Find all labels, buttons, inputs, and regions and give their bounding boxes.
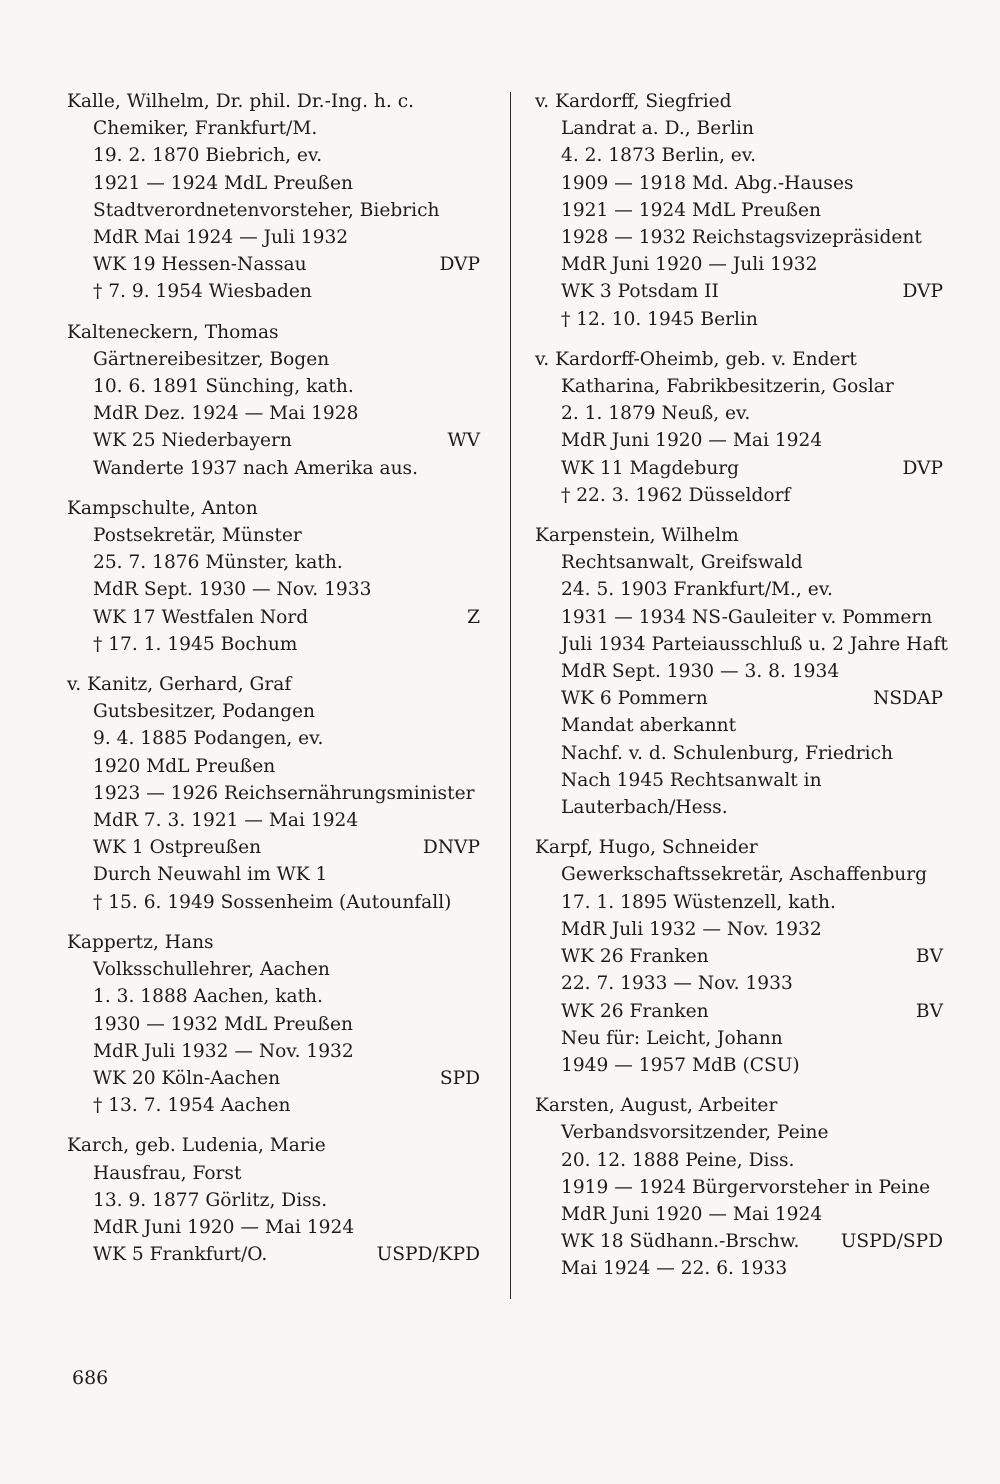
entry-text: Kampschulte, Anton xyxy=(67,497,258,519)
entry-text: MdR 7. 3. 1921 — Mai 1924 xyxy=(93,810,359,832)
entry-detail-line xyxy=(535,400,943,427)
entry-text: Kalteneckern, Thomas xyxy=(67,321,279,343)
right-column xyxy=(535,88,948,1296)
party-tag: BV xyxy=(915,1000,943,1022)
entry-text: † 15. 6. 1949 Sossenheim (Autounfall) xyxy=(93,891,452,913)
party-tag: DVP xyxy=(439,254,480,276)
entry-detail-line xyxy=(535,1147,943,1174)
entry-detail-line xyxy=(67,604,480,631)
entry-text: MdR Mai 1924 — Juli 1932 xyxy=(93,227,349,249)
entry-text: WK 6 Pommern xyxy=(561,688,708,710)
entry-text: MdR Juli 1932 — Nov. 1932 xyxy=(561,918,822,940)
entry-detail-line xyxy=(535,142,943,169)
entry-detail-line xyxy=(535,1052,943,1079)
entry-text: Karch, geb. Ludenia, Marie xyxy=(67,1135,326,1157)
entry-text: WK 25 Niederbayern xyxy=(93,430,292,452)
entry-text: Kappertz, Hans xyxy=(67,931,214,953)
entry-detail-line xyxy=(535,306,943,333)
entry-text: v. Kanitz, Gerhard, Graf xyxy=(67,674,292,696)
biography-entry xyxy=(67,495,480,658)
entry-detail-line xyxy=(67,427,480,454)
entry-text: 20. 12. 1888 Peine, Diss. xyxy=(561,1149,795,1171)
party-tag: DVP xyxy=(902,281,943,303)
entry-detail-line xyxy=(535,1228,943,1255)
entry-text: WK 18 Südhann.-Brschw. xyxy=(561,1231,800,1253)
entry-detail-line xyxy=(535,427,943,454)
entry-detail-line xyxy=(67,956,480,983)
entry-text: Volksschullehrer, Aachen xyxy=(93,959,330,981)
entry-text: Karsten, August, Arbeiter xyxy=(535,1095,778,1117)
biography-entry xyxy=(67,671,480,916)
biography-entry xyxy=(67,1132,480,1268)
entry-detail-line xyxy=(67,1011,480,1038)
entry-text: 1919 — 1924 Bürgervorsteher in Peine xyxy=(561,1176,931,1198)
entry-text: WK 19 Hessen-Nassau xyxy=(93,254,307,276)
entry-text: WK 11 Magdeburg xyxy=(561,457,740,479)
entry-text: † 17. 1. 1945 Bochum xyxy=(93,633,298,655)
entry-text: WK 26 Franken xyxy=(561,1000,709,1022)
entry-detail-line xyxy=(67,197,480,224)
entry-name-line xyxy=(535,834,943,861)
entry-detail-line xyxy=(535,576,943,603)
entry-detail-line xyxy=(535,970,943,997)
entry-text: 1. 3. 1888 Aachen, kath. xyxy=(93,986,323,1008)
entry-detail-line xyxy=(67,455,480,482)
entry-text: † 22. 3. 1962 Düsseldorf xyxy=(561,484,791,506)
entry-text: Neu für: Leicht, Johann xyxy=(561,1027,783,1049)
entry-text: MdR Sept. 1930 — 3. 8. 1934 xyxy=(561,661,840,683)
entry-text: MdR Dez. 1924 — Mai 1928 xyxy=(93,403,359,425)
entry-text: WK 17 Westfalen Nord xyxy=(93,606,309,628)
entry-text: 22. 7. 1933 — Nov. 1933 xyxy=(561,973,793,995)
entry-detail-line xyxy=(535,631,948,658)
entry-text: 1909 — 1918 Md. Abg.-Hauses xyxy=(561,172,854,194)
entry-detail-line xyxy=(535,1119,943,1146)
entry-detail-line xyxy=(67,549,480,576)
party-tag: USPD/KPD xyxy=(376,1244,480,1266)
entry-name-line xyxy=(535,522,943,549)
entry-detail-line xyxy=(535,224,943,251)
entry-detail-line xyxy=(67,278,480,305)
entry-text: † 12. 10. 1945 Berlin xyxy=(561,308,758,330)
page-number: 686 xyxy=(72,1367,109,1389)
entry-text: WK 20 Köln-Aachen xyxy=(93,1067,281,1089)
column-divider xyxy=(510,92,511,1299)
entry-text: 1921 — 1924 MdL Preußen xyxy=(561,199,821,221)
entry-text: Juli 1934 Parteiausschluß u. 2 Jahre Haft xyxy=(561,633,948,655)
entry-detail-line xyxy=(535,861,943,888)
entry-detail-line xyxy=(67,251,480,278)
entry-text: MdR Juni 1920 — Mai 1924 xyxy=(561,1203,823,1225)
entry-text: 24. 5. 1903 Frankfurt/M., ev. xyxy=(561,579,833,601)
biography-entry xyxy=(535,522,948,821)
entry-text: 2. 1. 1879 Neuß, ev. xyxy=(561,403,751,425)
entry-detail-line xyxy=(67,1092,480,1119)
entry-detail-line xyxy=(67,224,480,251)
entry-text: 1921 — 1924 MdL Preußen xyxy=(93,172,353,194)
biography-entry xyxy=(67,929,480,1119)
entry-text: 1923 — 1926 Reichsernährungsminister xyxy=(93,782,475,804)
entry-text: Mai 1924 — 22. 6. 1933 xyxy=(561,1258,788,1280)
entry-text: Durch Neuwahl im WK 1 xyxy=(93,864,328,886)
entry-text: 9. 4. 1885 Podangen, ev. xyxy=(93,728,324,750)
entry-name-line xyxy=(67,319,480,346)
entry-text: MdR Juli 1932 — Nov. 1932 xyxy=(93,1040,354,1062)
entry-detail-line xyxy=(67,834,480,861)
entry-name-line xyxy=(67,1132,480,1159)
entry-detail-line xyxy=(535,1201,943,1228)
entry-text: WK 26 Franken xyxy=(561,946,709,968)
entry-detail-line xyxy=(535,278,943,305)
entry-detail-line xyxy=(535,1255,943,1282)
entry-text: Mandat aberkannt xyxy=(561,715,737,737)
entry-detail-line xyxy=(535,767,943,794)
entry-detail-line xyxy=(67,1065,480,1092)
entry-text: Kalle, Wilhelm, Dr. phil. Dr.-Ing. h. c. xyxy=(67,91,415,112)
party-tag: NSDAP xyxy=(873,688,943,710)
entry-text: Nachf. v. d. Schulenburg, Friedrich xyxy=(561,742,894,764)
entry-text: WK 3 Potsdam II xyxy=(561,281,719,303)
entry-text: WK 1 Ostpreußen xyxy=(93,837,262,859)
entry-detail-line xyxy=(67,631,480,658)
entry-detail-line xyxy=(535,943,943,970)
entry-detail-line xyxy=(67,889,480,916)
entry-text: Wanderte 1937 nach Amerika aus. xyxy=(93,457,418,479)
party-tag: DVP xyxy=(902,457,943,479)
entry-detail-line xyxy=(67,698,480,725)
entry-text: Postsekretär, Münster xyxy=(93,525,302,547)
entry-text: v. Kardorff, Siegfried xyxy=(535,91,732,112)
entry-text: Gärtnereibesitzer, Bogen xyxy=(93,348,330,370)
entry-detail-line xyxy=(67,725,480,752)
entry-detail-line xyxy=(67,346,480,373)
entry-text: 1930 — 1932 MdL Preußen xyxy=(93,1013,353,1035)
entry-name-line xyxy=(67,495,480,522)
entry-detail-line xyxy=(535,115,943,142)
entry-text: 1928 — 1932 Reichstagsvizepräsident xyxy=(561,227,922,249)
entry-detail-line xyxy=(535,712,943,739)
biography-entry xyxy=(67,319,480,482)
entry-text: 13. 9. 1877 Görlitz, Diss. xyxy=(93,1189,328,1211)
entry-detail-line xyxy=(67,807,480,834)
entry-detail-line xyxy=(535,197,943,224)
entry-text: MdR Juni 1920 — Mai 1924 xyxy=(93,1216,355,1238)
entry-text: MdR Sept. 1930 — Nov. 1933 xyxy=(93,579,372,601)
entry-detail-line xyxy=(67,400,480,427)
entry-text: † 13. 7. 1954 Aachen xyxy=(93,1095,291,1117)
entry-detail-line xyxy=(67,753,480,780)
entry-text: Stadtverordnetenvorsteher, Biebrich xyxy=(93,199,440,221)
entry-detail-line xyxy=(67,780,480,807)
left-column xyxy=(67,88,480,1281)
entry-text: v. Kardorff-Oheimb, geb. v. Endert xyxy=(535,348,857,370)
entry-detail-line xyxy=(67,1187,480,1214)
entry-text: 1920 MdL Preußen xyxy=(93,755,276,777)
entry-text: 25. 7. 1876 Münster, kath. xyxy=(93,552,343,574)
party-tag: USPD/SPD xyxy=(840,1231,943,1253)
entry-detail-line xyxy=(67,115,480,142)
entry-detail-line xyxy=(535,604,943,631)
entry-name-line xyxy=(535,1092,943,1119)
entry-detail-line xyxy=(67,1241,480,1268)
entry-detail-line xyxy=(535,916,943,943)
entry-detail-line xyxy=(67,1160,480,1187)
entry-text: Karpf, Hugo, Schneider xyxy=(535,837,758,859)
entry-text: MdR Juni 1920 — Mai 1924 xyxy=(561,430,823,452)
entry-text: 1949 — 1957 MdB (CSU) xyxy=(561,1054,800,1076)
biography-entry xyxy=(67,88,480,306)
entry-text: 17. 1. 1895 Wüstenzell, kath. xyxy=(561,891,836,913)
party-tag: BV xyxy=(915,946,943,968)
party-tag: Z xyxy=(467,606,480,628)
entry-text: 4. 2. 1873 Berlin, ev. xyxy=(561,145,756,167)
biography-entry xyxy=(535,346,943,509)
entry-detail-line xyxy=(67,576,480,603)
entry-detail-line xyxy=(535,658,943,685)
biography-entry xyxy=(535,1092,943,1282)
entry-detail-line xyxy=(535,998,943,1025)
entry-detail-line xyxy=(535,170,943,197)
entry-detail-line xyxy=(535,1025,943,1052)
party-tag: WV xyxy=(447,430,480,452)
entry-detail-line xyxy=(535,251,943,278)
entry-text: Verbandsvorsitzender, Peine xyxy=(561,1122,829,1144)
entry-name-line xyxy=(67,88,480,115)
entry-text: Landrat a. D., Berlin xyxy=(561,118,754,140)
entry-detail-line xyxy=(67,983,480,1010)
entry-name-line xyxy=(67,929,480,956)
entry-detail-line xyxy=(67,522,480,549)
entry-text: Katharina, Fabrikbesitzerin, Goslar xyxy=(561,376,894,398)
party-tag: DNVP xyxy=(422,837,480,859)
entry-text: Gewerkschaftssekretär, Aschaffenburg xyxy=(561,864,928,886)
entry-detail-line xyxy=(535,455,943,482)
entry-detail-line xyxy=(67,170,480,197)
entry-text: 1931 — 1934 NS-Gauleiter v. Pommern xyxy=(561,606,933,628)
entry-detail-line xyxy=(67,142,480,169)
party-tag: SPD xyxy=(439,1067,480,1089)
entry-detail-line xyxy=(67,1214,480,1241)
entry-text: MdR Juni 1920 — Juli 1932 xyxy=(561,254,818,276)
entry-text: Hausfrau, Forst xyxy=(93,1162,242,1184)
entry-detail-line xyxy=(535,1174,943,1201)
entry-name-line xyxy=(535,88,943,115)
entry-text: 10. 6. 1891 Sünching, kath. xyxy=(93,376,354,398)
entry-detail-line xyxy=(67,861,480,888)
entry-detail-line xyxy=(535,794,943,821)
entry-text: Gutsbesitzer, Podangen xyxy=(93,701,315,723)
entry-detail-line xyxy=(535,373,943,400)
entry-text: Rechtsanwalt, Greifswald xyxy=(561,552,803,574)
biography-entry xyxy=(535,834,943,1079)
entry-detail-line xyxy=(535,889,943,916)
entry-detail-line xyxy=(535,482,943,509)
entry-text: Chemiker, Frankfurt/M. xyxy=(93,118,318,140)
entry-detail-line xyxy=(67,1038,480,1065)
entry-text: Nach 1945 Rechtsanwalt in xyxy=(561,769,822,791)
entry-name-line xyxy=(67,671,480,698)
entry-text: † 7. 9. 1954 Wiesbaden xyxy=(93,281,312,303)
entry-detail-line xyxy=(67,373,480,400)
entry-text: Lauterbach/Hess. xyxy=(561,797,728,819)
entry-detail-line xyxy=(535,549,943,576)
entry-detail-line xyxy=(535,685,943,712)
entry-detail-line xyxy=(535,740,943,767)
biography-entry xyxy=(535,88,943,333)
entry-text: WK 5 Frankfurt/O. xyxy=(93,1244,268,1266)
entry-text: Karpenstein, Wilhelm xyxy=(535,525,739,547)
entry-text: 19. 2. 1870 Biebrich, ev. xyxy=(93,145,323,167)
entry-name-line xyxy=(535,346,943,373)
